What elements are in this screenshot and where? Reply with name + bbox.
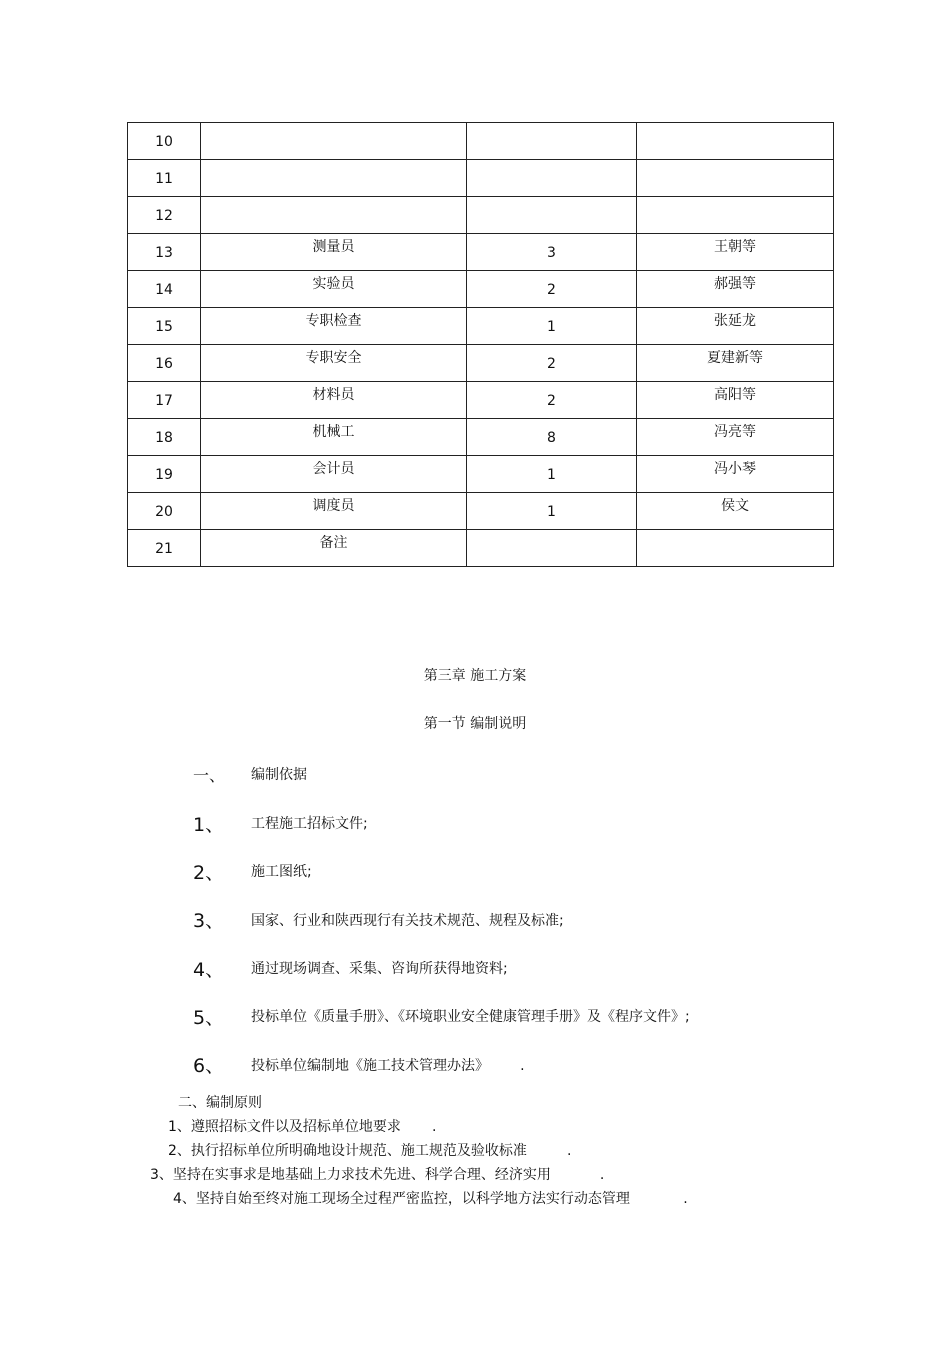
role-cell — [201, 123, 467, 160]
count-cell — [467, 382, 637, 419]
row-number-cell-text: 11 — [155, 171, 173, 187]
basis-heading: 编制依据 — [251, 767, 307, 783]
row-number-cell-text: 10 — [155, 134, 173, 150]
row-number-cell — [128, 160, 201, 197]
row-number-cell-text: 13 — [155, 245, 173, 261]
role-cell-text: 机械工 — [312, 424, 355, 440]
row-number-cell — [128, 382, 201, 419]
role-cell-text: 备注 — [319, 535, 348, 551]
count-cell — [467, 530, 637, 567]
name-cell-text: 郝强等 — [714, 276, 756, 292]
table-row — [128, 308, 834, 345]
name-cell-text: 高阳等 — [714, 387, 756, 403]
count-cell — [467, 123, 637, 160]
name-cell-text: 冯亮等 — [714, 424, 756, 440]
table-row — [128, 160, 834, 197]
basis-item-text: 施工图纸; — [251, 864, 312, 880]
row-number-cell — [128, 123, 201, 160]
name-cell-text: 张延龙 — [714, 313, 756, 329]
basis-item-number: 2、 — [193, 862, 225, 884]
name-cell — [637, 382, 834, 419]
row-number-cell — [128, 493, 201, 530]
name-cell — [637, 308, 834, 345]
count-cell-text: 8 — [547, 430, 556, 446]
count-cell — [467, 197, 637, 234]
basis-item-number: 1、 — [193, 814, 225, 836]
staff-table-body — [128, 123, 834, 567]
row-number-cell — [128, 345, 201, 382]
table-row — [128, 271, 834, 308]
row-number-cell — [128, 197, 201, 234]
name-cell — [637, 271, 834, 308]
table-row — [128, 382, 834, 419]
count-cell — [467, 493, 637, 530]
principles-heading: 二、编制原则 — [178, 1095, 262, 1111]
count-cell-text: 2 — [547, 393, 556, 409]
name-cell — [637, 123, 834, 160]
basis-item-text: 国家、行业和陕西现行有关技术规范、规程及标准; — [251, 913, 564, 929]
basis-item-text: 投标单位《质量手册》、《环境职业安全健康管理手册》及《程序文件》; — [251, 1009, 690, 1025]
count-cell-text: 1 — [547, 467, 556, 483]
row-number-cell — [128, 419, 201, 456]
name-cell — [637, 419, 834, 456]
basis-item-number: 4、 — [193, 959, 225, 981]
table-row — [128, 530, 834, 567]
basis-marker: 一、 — [193, 766, 226, 785]
name-cell — [637, 456, 834, 493]
role-cell — [201, 419, 467, 456]
role-cell-text: 专职检查 — [305, 313, 362, 329]
principle-item: 3、坚持在实事求是地基础上力求技术先进、科学合理、经济实用 . — [150, 1167, 605, 1183]
basis-item-number: 5、 — [193, 1007, 225, 1029]
name-cell — [637, 530, 834, 567]
role-cell — [201, 197, 467, 234]
table-row — [128, 493, 834, 530]
name-cell-text: 冯小琴 — [714, 461, 756, 477]
row-number-cell — [128, 308, 201, 345]
row-number-cell-text: 19 — [155, 467, 173, 483]
table-row — [128, 234, 834, 271]
name-cell-text: 王朝等 — [714, 239, 756, 255]
table-row — [128, 123, 834, 160]
basis-item-number: 3、 — [193, 910, 225, 932]
role-cell — [201, 345, 467, 382]
count-cell — [467, 234, 637, 271]
basis-item-text: 投标单位编制地《施工技术管理办法》 . — [251, 1058, 525, 1074]
staff-table — [127, 122, 834, 567]
row-number-cell-text: 16 — [155, 356, 173, 372]
table-row — [128, 419, 834, 456]
count-cell — [467, 419, 637, 456]
basis-item-number: 6、 — [193, 1055, 225, 1077]
section-title: 第一节 编制说明 — [423, 716, 527, 732]
count-cell-text: 2 — [547, 282, 556, 298]
count-cell — [467, 271, 637, 308]
role-cell — [201, 493, 467, 530]
role-cell — [201, 234, 467, 271]
count-cell — [467, 160, 637, 197]
row-number-cell-text: 20 — [155, 504, 173, 520]
principle-item: 2、执行招标单位所明确地设计规范、施工规范及验收标准 . — [168, 1143, 572, 1159]
count-cell-text: 2 — [547, 356, 556, 372]
count-cell-text: 3 — [547, 245, 556, 261]
chapter-title: 第三章 施工方案 — [423, 668, 527, 684]
table-row — [128, 456, 834, 493]
principle-item: 1、遵照招标文件以及招标单位地要求 . — [168, 1119, 437, 1135]
row-number-cell — [128, 456, 201, 493]
count-cell — [467, 456, 637, 493]
principle-item: 4、坚持自始至终对施工现场全过程严密监控，以科学地方法实行动态管理 . — [173, 1191, 688, 1207]
row-number-cell-text: 14 — [155, 282, 173, 298]
name-cell — [637, 234, 834, 271]
row-number-cell-text: 21 — [155, 541, 173, 557]
name-cell — [637, 345, 834, 382]
role-cell-text: 材料员 — [312, 387, 355, 403]
row-number-cell-text: 17 — [155, 393, 173, 409]
name-cell-text: 夏建新等 — [707, 350, 763, 366]
row-number-cell-text: 15 — [155, 319, 173, 335]
basis-item-text: 通过现场调查、采集、咨询所获得地资料; — [251, 961, 508, 977]
role-cell — [201, 382, 467, 419]
table-row — [128, 197, 834, 234]
role-cell — [201, 160, 467, 197]
name-cell-text: 侯文 — [721, 498, 749, 514]
name-cell — [637, 493, 834, 530]
name-cell — [637, 197, 834, 234]
row-number-cell — [128, 271, 201, 308]
role-cell-text: 测量员 — [312, 239, 355, 255]
name-cell — [637, 160, 834, 197]
basis-item-text: 工程施工招标文件; — [251, 816, 368, 832]
count-cell-text: 1 — [547, 319, 556, 335]
role-cell-text: 会计员 — [312, 461, 355, 477]
row-number-cell — [128, 530, 201, 567]
role-cell — [201, 530, 467, 567]
role-cell-text: 实验员 — [312, 276, 355, 292]
row-number-cell — [128, 234, 201, 271]
table-row — [128, 345, 834, 382]
count-cell — [467, 345, 637, 382]
row-number-cell-text: 12 — [155, 208, 173, 224]
role-cell — [201, 271, 467, 308]
row-number-cell-text: 18 — [155, 430, 173, 446]
role-cell-text: 专职安全 — [305, 350, 362, 366]
role-cell — [201, 308, 467, 345]
role-cell-text: 调度员 — [312, 498, 355, 514]
role-cell — [201, 456, 467, 493]
count-cell-text: 1 — [547, 504, 556, 520]
count-cell — [467, 308, 637, 345]
